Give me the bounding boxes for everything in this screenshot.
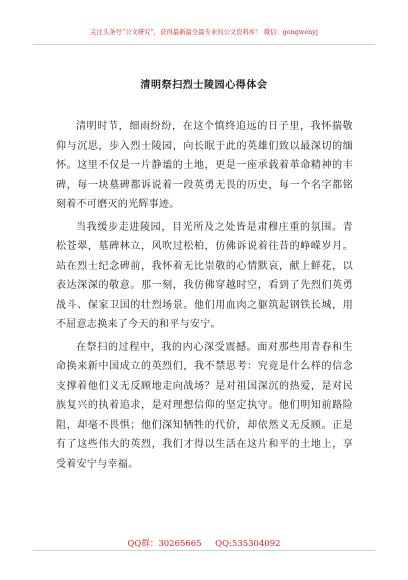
body-paragraph-3: 在祭扫的过程中，我的内心深受震撼。面对那些用青春和生命换来新中国成立的英烈们，我不禁思考：究竟是什么样的信念支撑着他们义无反顾地走向战场？是对祖国深沉的热爱，是对民族复兴的执着追求，是对理想信仰的坚定执守。他们明知前路险阻，却毫不畏惧；他们深知牺牲的代价，却依然义无反顾。正是有了这些伟大的英烈，我们才得以生活在这片和平的土地上，享受着安宁与幸福。 — [56, 341, 353, 470]
footer-contact-text: QQ群：30265665 QQ:535304092 — [127, 539, 281, 549]
header-promo-text: 关注头条号“公文研究”，获得最新最全最专业的公文资料库！ 微信：gongwenyj — [90, 29, 318, 36]
body-paragraph-1: 清明时节，细雨纷纷，在这个慎终追远的日子里，我怀揣敬仰与沉思，步入烈士陵园，向长眠于此的英雄们致以最深切的缅怀。这里不仅是一片静谧的土地，更是一座承载着革命精神的丰碑，每一块墓碑都诉说着一段英勇无畏的历史，每一个名字都铭刻着不可磨灭的光辉事迹。 — [56, 121, 353, 210]
header-divider — [33, 44, 375, 45]
body-paragraph-2: 当我缓步走进陵园，目光所及之处皆是肃穆庄重的氛围。青松苍翠，墓碑林立，风吹过松柏，仿佛诉说着往昔的峥嵘岁月。站在烈士纪念碑前，我怀着无比崇敬的心情默哀，献上鲜花，以表达深深的敬意。那一刻，我仿佛穿越时空，看到了先烈们英勇战斗、保家卫国的壮烈场景。他们用血肉之躯筑起钢铁长城，用不屈意志换来了今天的和平与安宁。 — [56, 221, 353, 330]
footer-divider — [33, 550, 375, 551]
document-body — [56, 117, 353, 477]
document-title: 清明祭扫烈士陵园心得体会 — [140, 80, 268, 91]
